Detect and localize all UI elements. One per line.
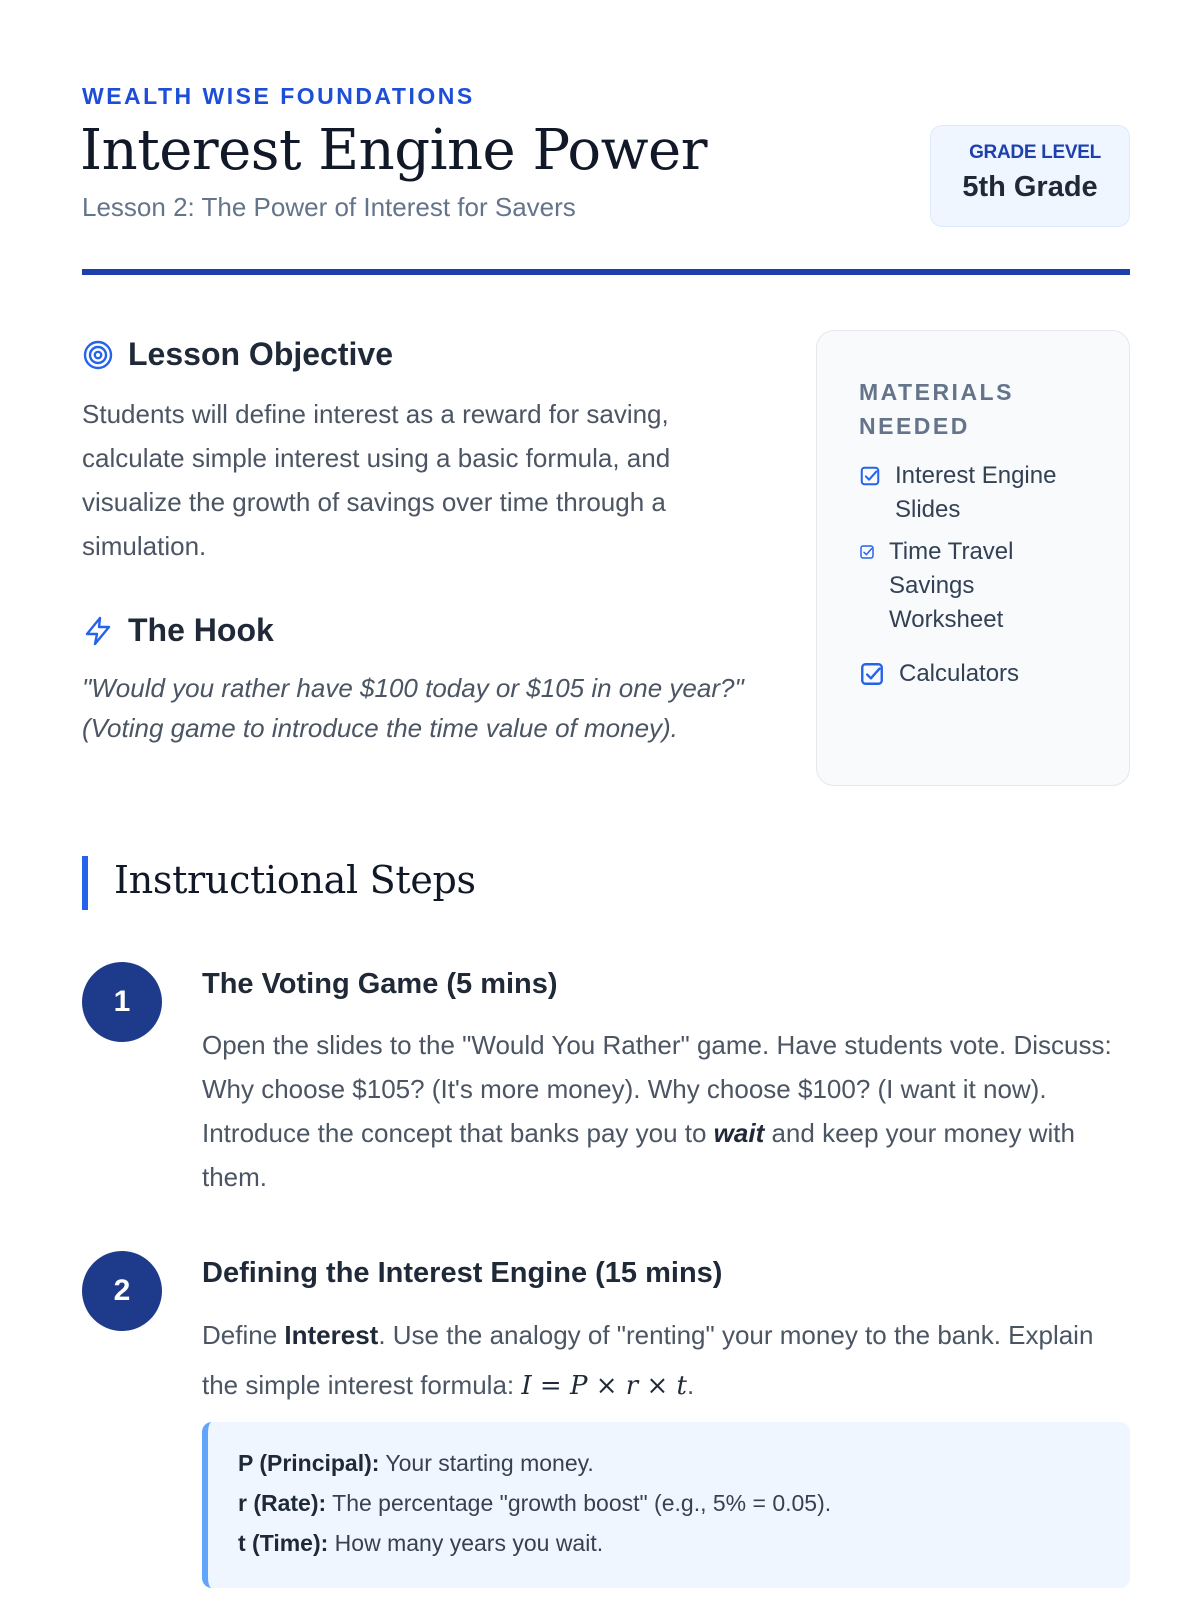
definition-line [238,1530,603,1557]
page-subtitle: Lesson 2: The Power of Interest for Savers [82,192,576,222]
definition-text: How many years you wait. [328,1530,604,1556]
interest-formula: I = P × r × t [521,1371,687,1401]
definition-line [238,1450,594,1477]
hook-heading-label: The Hook [128,612,274,648]
step-body-bold: Interest [284,1320,379,1350]
step-title: Defining the Interest Engine (15 mins) [202,1257,723,1289]
materials-card [816,330,1130,786]
definition-line [238,1490,831,1517]
step-body [202,1023,1122,1199]
header-divider [82,269,1130,275]
step-number-badge: 2 [82,1251,162,1331]
material-item [859,535,1049,637]
series-kicker: WEALTH WISE FOUNDATIONS [82,83,475,109]
grade-level-value: 5th Grade [962,171,1098,203]
material-item-label: Time Travel Savings Worksheet [889,538,1014,633]
objective-heading-label: Lesson Objective [128,336,393,372]
checkbox-checked-icon [859,465,881,487]
step-title: The Voting Game (5 mins) [202,968,558,1000]
definition-text: The percentage "growth boost" (e.g., 5% = 0.05). [326,1490,832,1516]
material-item-label: Interest Engine Slides [895,462,1057,523]
step-number-badge: 1 [82,962,162,1042]
checkbox-checked-icon [859,661,885,687]
materials-title: MATERIALS NEEDED [859,379,1014,439]
material-item [859,459,1075,527]
material-item-label: Calculators [899,660,1020,687]
definition-term: t (Time): [238,1530,329,1556]
formula-definitions-callout [202,1422,1130,1588]
steps-heading: Instructional Steps [114,858,476,902]
target-icon [82,339,114,371]
page-title: Interest Engine Power [80,118,707,183]
step-body-text: . [686,1370,695,1400]
step-body-text: . Use the analogy of "renting" your money to the bank. Explain the simple interest formula: [202,1320,1094,1400]
hook-heading [82,612,274,649]
step-body-text: and keep your money with them. [202,1118,1075,1192]
definition-text: Your starting money. [379,1450,594,1476]
step-body-text: Open the slides to the "Would You Rather" game. Have students vote. Discuss: Why choose $105? (It's more money). Why choose $100? (I want it now). Introduce the concept that banks pay you to [202,1030,1112,1148]
step-body-emphasis: wait [713,1118,765,1148]
hook-text: "Would you rather have $100 today or $105 in one year?" (Voting game to introduce the time value of money). [82,673,744,743]
grade-level-badge [930,125,1130,227]
lightning-icon [82,615,114,647]
material-item [859,657,1099,691]
step-body [202,1310,1122,1411]
grade-level-label: GRADE LEVEL [969,142,1101,163]
checkbox-checked-icon [859,544,875,560]
definition-term: P (Principal): [238,1450,380,1476]
objective-text: Students will define interest as a reward for saving, calculate simple interest using a basic formula, and visualize the growth of savings over time through a simulation. [82,399,671,561]
objective-heading [82,336,393,373]
step-body-text: Define [202,1320,285,1350]
definition-term: r (Rate): [238,1490,327,1516]
steps-accent-bar [82,856,88,910]
